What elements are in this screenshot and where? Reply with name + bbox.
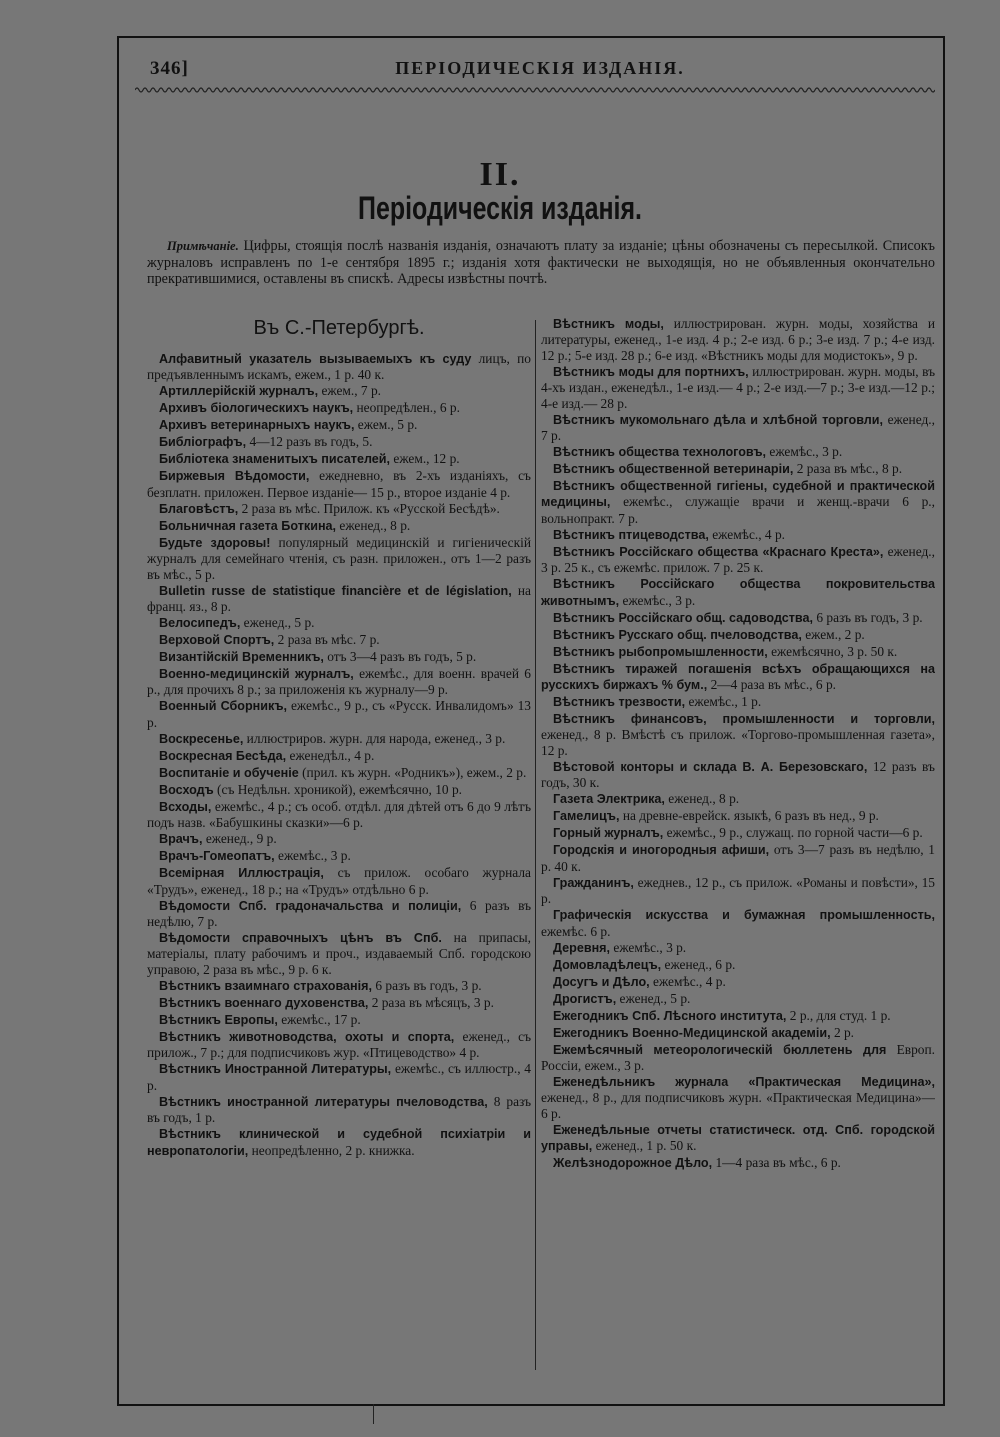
- periodical-details: 4—12 разъ въ годъ, 5.: [246, 434, 373, 450]
- periodical-entry: [147, 666, 531, 698]
- periodical-title: Архивъ ветеринарныхъ наукъ,: [159, 418, 355, 433]
- periodical-title: Восходъ: [159, 782, 214, 797]
- periodical-title: Вѣстникъ взаимнаго страхованія,: [159, 978, 373, 993]
- periodical-entry: [147, 351, 531, 383]
- periodical-details: ежемѣс., 1 р.: [685, 694, 762, 710]
- periodical-entry: [541, 875, 935, 907]
- periodical-details: 1—4 раза въ мѣс., 6 р.: [712, 1155, 841, 1171]
- periodical-details: ежемѣс., 3 р.: [610, 939, 687, 955]
- periodical-title: Вѣстникъ Россійскаго общества «Краснаго Креста»,: [553, 544, 884, 559]
- periodical-details: еженед., 8 р. Вмѣстѣ съ прилож. «Торгово-промышленная газета», 12 р.: [541, 727, 935, 758]
- column-divider: [535, 320, 536, 1370]
- periodical-entry: [541, 478, 935, 526]
- periodical-entry: [541, 1042, 935, 1074]
- periodical-entry: [541, 711, 935, 758]
- periodical-details: иллюстрирован. журн. моды, хозяйства и литературы, еженед., 1-е изд. 4 р.; 2-е изд. 6 р.; 3-е изд. 7 р.; 4-е изд. 12 р.; 5-е изд. 28 р.; 6-е изд. «Вѣстникъ моды для модистокъ», 9 р.: [541, 316, 935, 363]
- periodical-title: Будьте здоровы!: [159, 535, 271, 550]
- city-heading: Въ С.-Петербургѣ.: [253, 317, 425, 339]
- note-label: Примѣчаніе.: [167, 239, 239, 253]
- periodical-entry: [541, 461, 935, 477]
- periodical-details: ежемѣс., 4 р.: [708, 526, 786, 542]
- periodical-entry: [541, 527, 935, 543]
- periodical-title: Биржевыя Вѣдомости,: [159, 469, 310, 484]
- periodical-title: Ежемѣсячный метеорологическій бюллетень для: [553, 1042, 887, 1057]
- periodical-details: на древне-еврейск. языкѣ, 6 разъ въ нед., 9 р.: [619, 808, 879, 824]
- periodical-title: Гамелицъ,: [553, 809, 620, 824]
- periodical-title: Городскія и иногородныя афиши,: [553, 843, 770, 858]
- periodical-details: на франц. яз., 8 р.: [147, 582, 531, 615]
- periodical-title: Желѣзнодорожное Дѣло,: [553, 1156, 713, 1171]
- periodical-title: Артиллерійскій журналъ,: [159, 384, 319, 399]
- periodical-details: 2 р.: [830, 1024, 855, 1040]
- periodical-details: ежедневно, въ 2-хъ изданіяхъ, съ безплатн. приложен. Первое изданіе— 15 р., второе изданіе 4 р.: [147, 468, 531, 500]
- periodical-details: еженед., 6 р.: [661, 956, 736, 972]
- periodical-entry: [147, 501, 531, 517]
- periodical-title: Библіотека знаменитыхъ писателей,: [159, 452, 391, 467]
- periodical-title: Вѣстникъ клинической и судебной психіатріи и невропатологіи,: [147, 1127, 531, 1158]
- periodical-title: Вѣстникъ животноводства, охоты и спорта,: [159, 1029, 455, 1044]
- periodical-title: Вѣстникъ общественной ветеринаріи,: [553, 462, 794, 477]
- periodical-title: Вѣстникъ иностранной литературы пчеловодства,: [159, 1094, 488, 1109]
- periodical-entry: [147, 583, 531, 615]
- periodical-entry: [147, 698, 531, 730]
- periodical-title: Военно-медицинскій журналъ,: [159, 667, 354, 682]
- periodical-details: 6 разъ въ годъ, 3 р.: [372, 977, 482, 993]
- periodical-details: еженед., 8 р.: [336, 517, 411, 533]
- periodical-details: 12 разъ въ годъ, 30 к.: [541, 758, 935, 791]
- periodical-entry: [541, 759, 935, 791]
- periodical-entry: [541, 825, 935, 841]
- periodical-title: Алфавитный указатель вызываемыхъ къ суду: [159, 352, 472, 366]
- periodical-title: Вѣстовой конторы и склада В. А. Березовскаго,: [553, 759, 868, 774]
- periodical-details: на припасы, матеріалы, плату рабочимъ и проч., издаваемый Спб. городскою управою, 2 раза въ мѣс., 9 р. 6 к.: [147, 930, 531, 977]
- periodical-title: Вѣстникъ Европы,: [159, 1012, 278, 1027]
- periodical-details: неопредѣлен., 6 р.: [353, 400, 460, 416]
- periodical-title: Домовладѣлецъ,: [553, 957, 662, 972]
- periodical-entry: [147, 898, 531, 930]
- periodical-title: Воскресная Бесѣда,: [159, 748, 287, 763]
- periodical-details: ежем., 7 р.: [318, 383, 382, 399]
- periodical-title: Благовѣстъ,: [159, 501, 239, 516]
- periodical-title: Вѣдомости справочныхъ цѣнъ въ Спб.: [159, 931, 442, 946]
- periodical-entry: [541, 842, 935, 874]
- periodical-title: Вѣстникъ общественной гигіены, судебной и практической медицины,: [541, 479, 935, 510]
- periodical-entry: [147, 615, 531, 631]
- periodical-title: Вѣстникъ военнаго духовенства,: [159, 995, 369, 1010]
- periodical-details: ежемѣс., 9 р., служащ. по горной части—6 р.: [663, 825, 923, 841]
- periodical-details: еженед., 9 р.: [202, 831, 277, 847]
- periodical-entry: [541, 808, 935, 824]
- periodical-entry: [541, 544, 935, 576]
- periodical-entry: [147, 782, 531, 798]
- periodical-details: ежемѣс., 4 р.: [649, 973, 726, 989]
- periodical-entry: [147, 535, 531, 582]
- periodical-entry: [541, 364, 935, 411]
- section-number: II.: [479, 156, 521, 193]
- periodical-details: неопредѣленно, 2 р. книжка.: [248, 1142, 415, 1158]
- periodical-entry: [147, 765, 531, 781]
- periodical-title: Библіографъ,: [159, 435, 247, 450]
- periodical-entry: [147, 799, 531, 831]
- periodical-entry: [541, 576, 935, 609]
- periodical-entry: [541, 991, 935, 1007]
- periodical-entry: [541, 1122, 935, 1155]
- periodical-title: Вѣстникъ моды для портнихъ,: [553, 364, 749, 379]
- periodical-title: Графическія искусства и бумажная промышленность,: [553, 908, 935, 923]
- periodical-details: 2—4 раза въ мѣс., 6 р.: [707, 677, 837, 693]
- periodical-title: Гражданинъ,: [553, 875, 634, 890]
- periodical-entry: [541, 610, 935, 626]
- periodical-title: Еженедѣльные отчеты статистическ. отд. Спб. городской управы,: [541, 1122, 935, 1154]
- periodical-entry: [147, 468, 531, 500]
- periodical-details: 6 разъ въ недѣлю, 7 р.: [147, 897, 531, 930]
- periodical-entry: [147, 518, 531, 534]
- editorial-note: [147, 238, 935, 288]
- periodical-details: иллюстрирован. журн. моды, въ 4-хъ издан., еженедѣл., 1-е изд.— 4 р.; 2-е изд.—7 р.; 3-е изд.—12 р.; 4-е изд.— 28 р.: [541, 363, 935, 411]
- periodical-details: ежемѣс., 3 р.: [274, 848, 351, 864]
- periodical-entry: [541, 661, 935, 694]
- periodical-details: ежем., 2 р.: [801, 626, 865, 642]
- periodical-details: еженед., 5 р.: [616, 990, 691, 1006]
- periodical-title: Вѣстникъ Русскаго общ. пчеловодства,: [553, 627, 802, 642]
- periodical-details: ежемѣс., 17 р.: [277, 1011, 361, 1027]
- periodical-entry: [147, 848, 531, 864]
- periodical-entry: [541, 1025, 935, 1041]
- periodical-title: Дрогистъ,: [553, 991, 617, 1006]
- periodical-entry: [147, 1029, 531, 1061]
- periodical-entry: [147, 1126, 531, 1159]
- periodical-entry: [147, 731, 531, 747]
- periodical-details: ежем., 12 р.: [390, 451, 460, 467]
- periodical-title: Воскресенье,: [159, 731, 244, 746]
- periodical-details: 2 р., для студ. 1 р.: [786, 1007, 891, 1023]
- periodical-entry: [147, 400, 531, 416]
- periodical-title: Газета Электрика,: [553, 792, 665, 807]
- periodical-details: лицъ, по предъявленнымъ искамъ, ежем., 1 р. 40 к.: [147, 351, 531, 383]
- periodical-title: Вѣдомости Спб. градоначальства и полиціи,: [159, 898, 462, 913]
- periodical-title: Врачъ-Гомеопатъ,: [159, 849, 275, 864]
- periodical-title: Вѣстникъ Россійскаго общ. садоводства,: [553, 610, 814, 625]
- periodical-entry: [147, 978, 531, 994]
- periodical-details: ежеднев., 12 р., съ прилож. «Романы и повѣсти», 15 р.: [541, 874, 935, 907]
- periodical-entry: [147, 383, 531, 399]
- note-text: Цифры, стоящія послѣ названія изданія, означаютъ плату за изданіе; цѣны обозначены съ пересылкой. Списокъ журналовъ исправленъ по 1-е сентября 1895 г.; изданія хотя фактически не выходящія, но не объявленныя окончательно прекратившимися, оставлены въ спискѣ. Адресы извѣстны почтѣ.: [147, 238, 935, 287]
- right-column: [541, 316, 935, 1376]
- periodical-entry: [541, 907, 935, 939]
- periodical-title: Всемірная Иллюстрація,: [159, 866, 324, 881]
- periodical-entry: [147, 865, 531, 897]
- periodical-title: Верховой Спортъ,: [159, 633, 275, 648]
- periodical-title: Всходы,: [159, 799, 212, 814]
- periodical-title: Больничная газета Боткина,: [159, 518, 337, 533]
- periodical-title: Вѣстникъ тиражей погашенія всѣхъ обращающихся на русскихъ биржахъ % бум.,: [541, 661, 935, 693]
- periodical-details: еженед., 7 р.: [541, 411, 935, 444]
- periodical-title: Вѣстникъ Россійскаго общества покровительства животнымъ,: [541, 577, 935, 608]
- periodical-details: ежемѣс. 6 р.: [541, 923, 611, 939]
- periodical-details: еженед., 5 р.: [240, 615, 315, 631]
- periodical-title: Горный журналъ,: [553, 826, 664, 841]
- periodical-details: 6 разъ въ годъ, 3 р.: [813, 609, 923, 625]
- periodical-entry: [541, 1008, 935, 1024]
- periodical-title: Византійскій Временникъ,: [159, 650, 324, 665]
- periodical-title: Деревня,: [553, 940, 611, 955]
- page-header: [150, 58, 930, 84]
- periodical-details: еженед., 8 р.: [664, 791, 740, 807]
- periodical-entry: [147, 748, 531, 764]
- periodical-entry: [147, 434, 531, 450]
- periodical-title: Врачъ,: [159, 832, 203, 847]
- periodical-entry: [541, 791, 935, 807]
- periodical-entry: [541, 444, 935, 460]
- periodical-entry: [147, 995, 531, 1011]
- periodical-details: ежем., 5 р.: [354, 417, 418, 433]
- periodical-title: Вѣстникъ мукомольнаго дѣла и хлѣбной торговли,: [553, 412, 884, 427]
- periodical-title: Досугъ и Дѣло,: [553, 974, 650, 989]
- periodical-entry: [541, 694, 935, 710]
- section-title: Періодическія изданія.: [358, 190, 642, 226]
- periodical-details: еженед., съ прилож., 7 р.; для подписчиковъ жур. «Птицеводство» 4 р.: [147, 1028, 531, 1061]
- periodical-entry: [147, 451, 531, 467]
- periodical-details: ежемѣс., 4 р.; съ особ. отдѣл. для дѣтей отъ 6 до 9 лѣтъ подъ назв. «Бабушкины сказки»—6 р.: [147, 798, 531, 831]
- stray-mark: [373, 1404, 374, 1424]
- periodical-details: отъ 3—4 разъ въ годъ, 5 р.: [323, 649, 477, 665]
- periodical-details: отъ 3—7 разъ въ недѣлю, 1 р. 40 к.: [541, 842, 935, 874]
- periodical-entry: [541, 1155, 935, 1171]
- periodical-entry: [147, 1094, 531, 1126]
- periodical-title: Воспитаніе и обученіе: [159, 765, 299, 780]
- periodical-title: Вѣстникъ рыбопромышленности,: [553, 644, 768, 659]
- periodical-entry: [147, 417, 531, 433]
- periodical-entry: [541, 1074, 935, 1121]
- periodical-entry: [541, 974, 935, 990]
- periodical-details: еженедѣл., 4 р.: [286, 747, 375, 763]
- header-wavy-rule: [135, 86, 935, 94]
- periodical-entry: [147, 632, 531, 648]
- periodical-details: 8 разъ въ годъ, 1 р.: [147, 1093, 531, 1126]
- periodical-details: еженед., 1 р. 50 к.: [592, 1138, 697, 1154]
- periodical-details: 2 раза въ мѣс. Прилож. къ «Русской Бесѣдѣ».: [238, 500, 500, 516]
- left-column: [147, 351, 531, 1371]
- periodical-title: Архивъ біологическихъ наукъ,: [159, 401, 354, 416]
- periodical-title: Вѣстникъ общества технологовъ,: [553, 445, 767, 460]
- periodical-title: Вѣстникъ трезвости,: [553, 695, 686, 710]
- periodical-title: Вѣстникъ финансовъ, промышленности и торговли,: [553, 712, 935, 727]
- periodical-entry: [541, 316, 935, 363]
- running-title: ПЕРІОДИЧЕСКІЯ ИЗДАНІЯ.: [395, 58, 685, 78]
- periodical-title: Ежегодникъ Спб. Лѣсного института,: [553, 1008, 787, 1023]
- periodical-details: ежемѣс., съ иллюстр., 4 р.: [147, 1061, 531, 1093]
- periodical-title: Велосипедъ,: [159, 616, 241, 631]
- page-number: 346]: [150, 58, 189, 79]
- periodical-details: ежемѣс., 3 р.: [619, 592, 696, 608]
- periodical-details: 2 раза въ мѣс. 7 р.: [274, 632, 380, 648]
- periodical-entry: [147, 649, 531, 665]
- periodical-entry: [147, 1012, 531, 1028]
- periodical-details: еженед., 3 р. 25 к., съ ежемѣс. прилож. 7 р. 25 к.: [541, 543, 935, 576]
- periodical-entry: [147, 930, 531, 977]
- periodical-details: ежемѣс., для военн. врачей 6 р., для прочихъ 8 р.; за приложенія къ журналу—9 р.: [147, 666, 531, 698]
- periodical-details: съ прилож. особаго журнала «Трудъ», еженед., 18 р.; на «Трудъ» отдѣльно 6 р.: [147, 865, 531, 897]
- periodical-details: еженед., 8 р., для подписчиковъ журн. «Практическая Медицина»—6 р.: [541, 1090, 935, 1121]
- periodical-entry: [541, 644, 935, 660]
- periodical-details: ежемѣс., 9 р., съ «Русск. Инвалидомъ» 13 р.: [147, 698, 531, 730]
- periodical-title: Военный Сборникъ,: [159, 699, 288, 714]
- periodical-details: ежемѣсячно, 3 р. 50 к.: [767, 643, 898, 659]
- periodical-details: Европ. Россіи, ежем., 3 р.: [541, 1041, 935, 1073]
- periodical-entry: [147, 1061, 531, 1093]
- periodical-title: Bulletin russe de statistique financière et de législation,: [159, 583, 512, 598]
- periodical-entry: [541, 940, 935, 956]
- periodical-details: ежемѣс., служащіе врачи и женщ.-врачи 6 р., вольнопракт. 7 р.: [541, 494, 935, 526]
- periodical-title: Еженедѣльникъ журнала «Практическая Медицина»,: [553, 1074, 935, 1089]
- periodical-details: (прил. къ журн. «Родникъ»), ежем., 2 р.: [298, 764, 527, 780]
- periodical-entry: [147, 831, 531, 847]
- periodical-details: популярный медицинскій и гигіеническій журналъ для семейнаго чтенія, съ разн. приложен., отъ 1—2 разъ въ мѣс., 5 р.: [147, 534, 531, 582]
- periodical-title: Вѣстникъ птицеводства,: [553, 527, 709, 542]
- periodical-title: Ежегодникъ Военно-Медицинской академіи,: [553, 1025, 831, 1040]
- periodical-details: 2 раза въ мѣсяцъ, 3 р.: [368, 994, 494, 1010]
- periodical-details: (съ Недѣльн. хроникой), ежемѣсячно, 10 р.: [213, 781, 463, 797]
- periodical-entry: [541, 412, 935, 444]
- periodical-details: ежемѣс., 3 р.: [766, 444, 843, 460]
- periodical-title: Вѣстникъ моды,: [553, 317, 664, 331]
- periodical-entry: [541, 957, 935, 973]
- periodical-entry: [541, 627, 935, 643]
- periodical-details: 2 раза въ мѣс., 8 р.: [793, 461, 903, 477]
- periodical-title: Вѣстникъ Иностранной Литературы,: [159, 1062, 392, 1077]
- periodical-details: иллюстриров. журн. для народа, еженед., 3 р.: [243, 730, 506, 746]
